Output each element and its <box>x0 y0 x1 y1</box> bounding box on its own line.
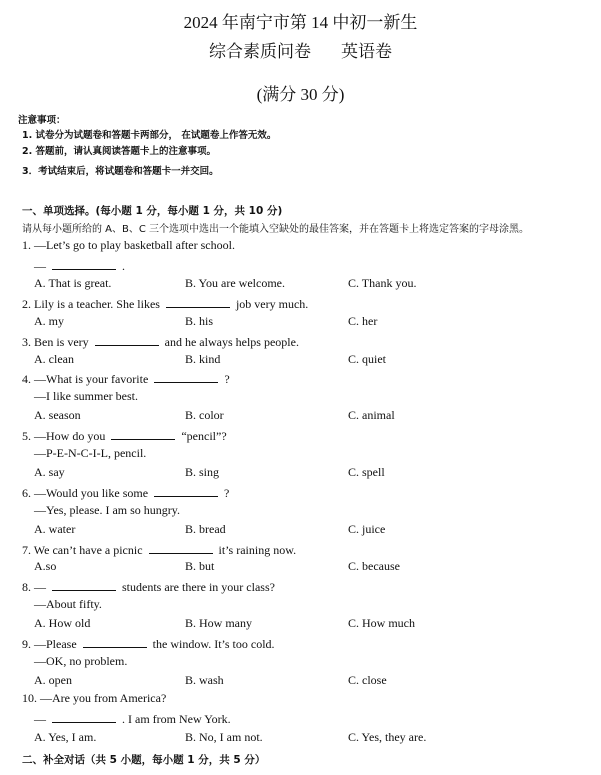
option-c: C. close <box>348 673 387 687</box>
question-text: —OK, no problem. <box>34 654 128 668</box>
question-text: 9. —Please <box>22 637 77 651</box>
question-text: 3. Ben is very <box>22 335 89 349</box>
answer-blank <box>95 333 159 346</box>
option-a: A. my <box>34 314 64 328</box>
option-c: C. animal <box>348 408 395 422</box>
option-a: A. clean <box>34 352 74 366</box>
question-text: the window. It’s too cold. <box>152 637 275 651</box>
question-text: 4. —What is your favorite <box>22 372 149 386</box>
notes-item: 2. 答题前，请认真阅读答题卡上的注意事项。 <box>22 146 217 157</box>
question-dialogue-line <box>34 257 125 274</box>
question-text: —Yes, please. I am so hungry. <box>34 503 180 517</box>
answer-blank <box>52 710 116 723</box>
question-stem <box>22 427 227 444</box>
option-b: B. color <box>185 408 224 422</box>
notes-title: 注意事项： <box>18 115 66 126</box>
question-text: . <box>122 259 125 273</box>
option-a: A. water <box>34 522 76 536</box>
question-text: 6. —Would you like some <box>22 486 149 500</box>
option-c: C. because <box>348 559 400 573</box>
question-dialogue-line <box>34 654 127 669</box>
question-text: —P-E-N-C-I-L, pencil. <box>34 446 147 460</box>
option-b: B. his <box>185 314 214 328</box>
question-text: job very much. <box>235 297 309 311</box>
answer-blank <box>166 295 230 308</box>
question-dialogue-line <box>34 446 146 461</box>
question-stem <box>22 635 275 652</box>
option-a: A. Yes, I am. <box>34 730 97 744</box>
option-c: C. juice <box>348 522 386 536</box>
exam-title-survey: 综合素质问卷 <box>209 42 311 61</box>
option-a: A. That is great. <box>34 276 112 290</box>
answer-blank <box>52 257 116 270</box>
question-text: ? <box>224 372 230 386</box>
option-c: C. Yes, they are. <box>348 730 427 744</box>
question-text: 1. —Let’s go to play basketball after school. <box>22 238 235 252</box>
question-stem <box>22 484 229 501</box>
answer-blank <box>149 541 213 554</box>
option-a: A.so <box>34 559 57 573</box>
section2-title: 二、补全对话（共 5 小题，每小题 1 分，共 5 分） <box>22 754 266 766</box>
section1-title: 一、单项选择。(每小题 1 分，每小题 1 分，共 10 分) <box>22 205 283 217</box>
question-text: —About fifty. <box>34 597 102 611</box>
option-b: B. How many <box>185 616 252 630</box>
question-text: “pencil”? <box>181 429 227 443</box>
question-text: students are there in your class? <box>122 580 275 594</box>
notes-item: 3．考试结束后，将试题卷和答题卡一并交回。 <box>22 166 219 177</box>
question-dialogue-line <box>34 597 102 612</box>
option-a: A. say <box>34 465 65 479</box>
answer-blank <box>52 578 116 591</box>
answer-blank <box>154 370 218 383</box>
option-b: B. You are welcome. <box>185 276 285 290</box>
option-a: A. season <box>34 408 81 422</box>
option-c: C. her <box>348 314 378 328</box>
option-a: A. How old <box>34 616 91 630</box>
option-b: B. wash <box>185 673 224 687</box>
option-b: B. bread <box>185 522 226 536</box>
question-text: 8. — <box>22 580 46 594</box>
question-text: — <box>34 259 46 273</box>
option-a: A. open <box>34 673 72 687</box>
option-c: C. Thank you. <box>348 276 417 290</box>
question-stem <box>22 333 299 350</box>
question-text: — <box>34 712 46 726</box>
question-text: 7. We can’t have a picnic <box>22 543 143 557</box>
question-stem <box>22 541 296 558</box>
question-stem <box>22 295 308 312</box>
question-text: ? <box>224 486 230 500</box>
question-stem <box>22 691 166 706</box>
question-dialogue-line <box>34 389 138 404</box>
option-b: B. No, I am not. <box>185 730 263 744</box>
question-text: and he always helps people. <box>164 335 299 349</box>
exam-title-subject: 英语卷 <box>341 42 392 61</box>
notes-item: 1. 试卷分为试题卷和答题卡两部分， 在试题卷上作答无效。 <box>22 130 277 141</box>
question-text: 2. Lily is a teacher. She likes <box>22 297 160 311</box>
option-c: C. quiet <box>348 352 386 366</box>
question-text: 10. —Are you from America? <box>22 691 167 705</box>
answer-blank <box>154 484 218 497</box>
option-c: C. How much <box>348 616 415 630</box>
question-text: —I like summer best. <box>34 389 138 403</box>
option-b: B. sing <box>185 465 220 479</box>
option-b: B. kind <box>185 352 221 366</box>
full-score-label: (满分 30 分) <box>256 85 345 104</box>
question-stem <box>22 370 230 387</box>
question-stem <box>22 578 275 595</box>
question-text: it’s raining now. <box>218 543 297 557</box>
question-dialogue-line <box>34 503 180 518</box>
answer-blank <box>111 427 175 440</box>
question-text: . I am from New York. <box>122 712 231 726</box>
question-dialogue-line <box>34 710 231 727</box>
question-text: 5. —How do you <box>22 429 106 443</box>
section1-instruction: 请从每小题所给的 A、B、C 三个选项中选出一个能填入空缺处的最佳答案，并在答题卡上将选定答案的字母涂黑。 <box>22 224 530 235</box>
exam-title-line2 <box>0 37 601 62</box>
answer-blank <box>83 635 147 648</box>
option-c: C. spell <box>348 465 385 479</box>
option-b: B. but <box>185 559 215 573</box>
question-stem <box>22 238 235 253</box>
exam-title-line1: 2024 年南宁市第 14 中初一新生 <box>183 13 418 32</box>
